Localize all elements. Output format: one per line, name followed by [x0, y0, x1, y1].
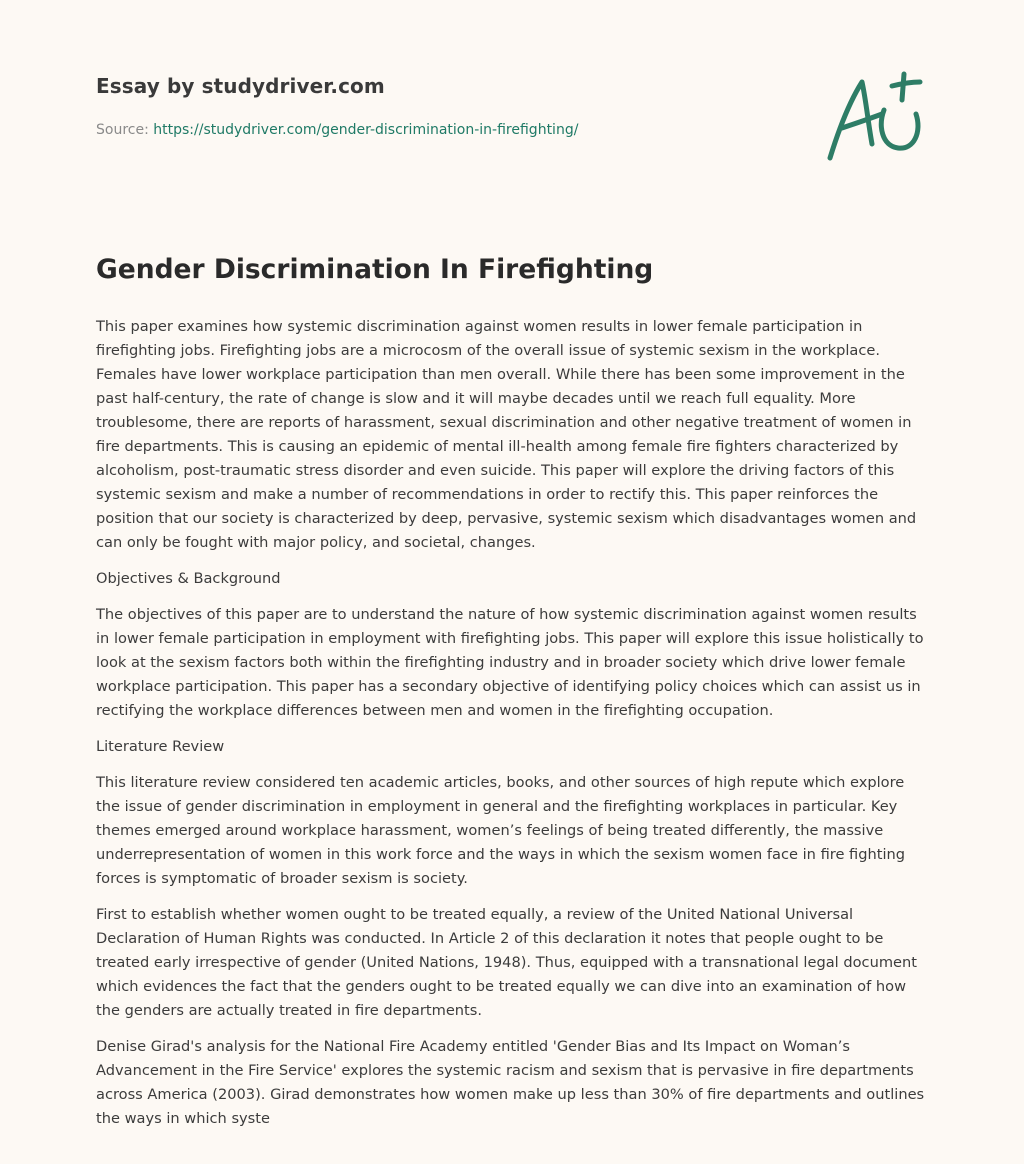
abstract-paragraph: This paper examines how systemic discrimination against women results in lower female participation in firefighting jobs. Firefighting jobs are a microcosm of the overall issue of systemic sexism in the workplace. Females have lower workplace participation than men overall. While there has been some improvement in the past half-century, the rate of change is slow and it will maybe decades until we reach full equality. More troublesome, there are reports of harassment, sexual discrimination and other negative treatment of women in fire departments. This is causing an epidemic of mental ill-health among female fire fighters characterized by alcoholism, post-traumatic stress disorder and even suicide. This paper will explore the driving factors of this systemic sexism and make a number of recommendations in order to rectify this. This paper reinforces the position that our society is characterized by deep, pervasive, systemic sexism which disadvantages women and can only be fought with major policy, and societal, changes. [96, 318, 917, 551]
a-plus-logo-icon [822, 70, 926, 166]
girad-analysis-paragraph: Denise Girad's analysis for the National Fire Academy entitled 'Gender Bias and Its Impact on Woman’s Advancement in the Fire Service' explores the systemic racism and sexism that is pervasive in fire departments across America (2003). Girad demonstrates how women make up less than 30% of fire departments and outlines the ways in which syste [96, 1038, 925, 1127]
human-rights-paragraph: First to establish whether women ought to be treated equally, a review of the United National Universal Declaration of Human Rights was conducted. In Article 2 of this declaration it notes that people ought to be treated early irrespective of gender (United Nations, 1948). Thus, equipped with a transnational legal document which evidences the fact that the genders ought to be treated equally we can dive into an examination of how the genders are actually treated in fire departments. [96, 906, 917, 1019]
literature-review-paragraph: This literature review considered ten academic articles, books, and other sources of high repute which explore the issue of gender discrimination in employment in general and the firefighting workplaces in particular. Key themes emerged around workplace harassment, women’s feelings of being treated differently, the massive underrepresentation of women in this work force and the ways in which the sexism women face in fire fighting forces is symptomatic of broader sexism is society. [96, 774, 906, 887]
page-header [96, 74, 776, 138]
essay-title: Gender Discrimination In Firefighting [96, 254, 654, 285]
section-heading-objectives: Objectives & Background [96, 570, 281, 587]
source-line [96, 122, 776, 138]
section-heading-literature-review: Literature Review [96, 738, 225, 755]
source-link[interactable]: https://studydriver.com/gender-discrimination-in-firefighting/ [153, 122, 579, 138]
source-label: Source: [96, 122, 149, 138]
site-title: Essay by studydriver.com [96, 74, 385, 98]
essay-body [96, 315, 928, 1143]
objectives-paragraph: The objectives of this paper are to understand the nature of how systemic discrimination against women results in lower female participation in employment with firefighting jobs. This paper will explore this issue holistically to look at the sexism factors both within the firefighting industry and in broader society which drive lower female workplace participation. This paper has a secondary objective of identifying policy choices which can assist us in rectifying the workplace differences between men and women in the firefighting occupation. [96, 606, 924, 719]
